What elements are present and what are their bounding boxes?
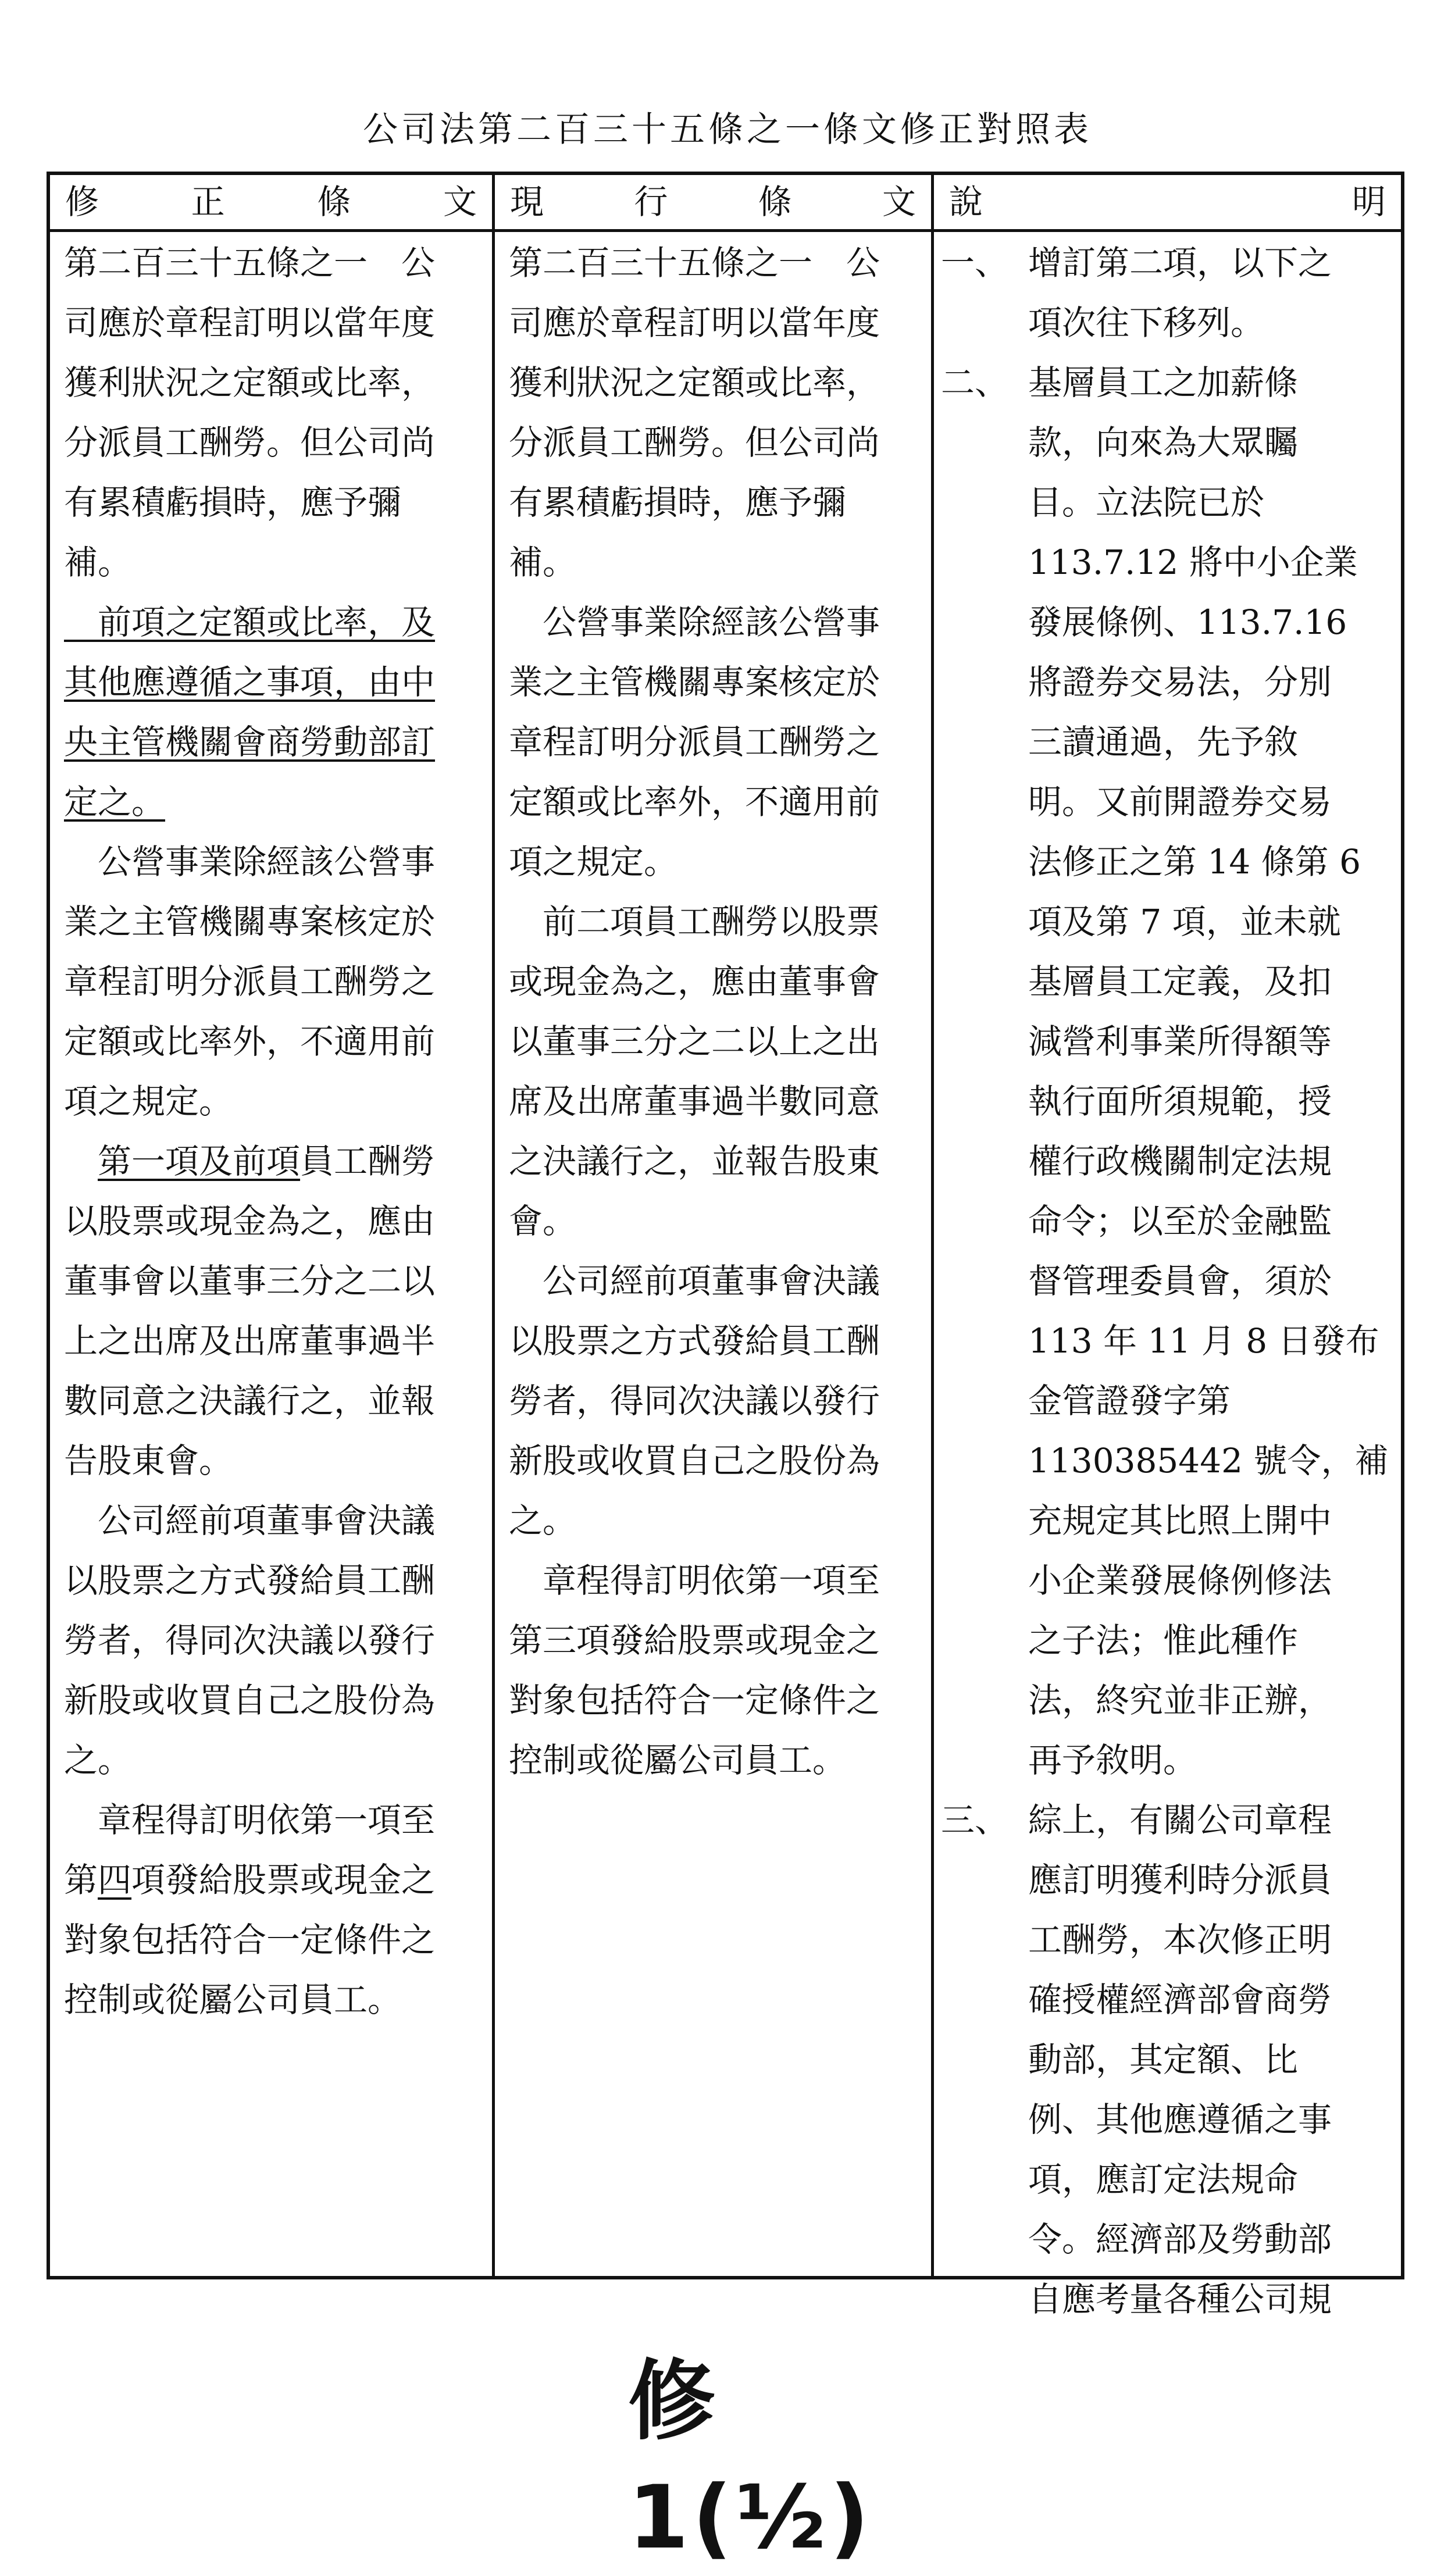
current-text-line: 之決議行之，並報告股東: [509, 1141, 880, 1181]
underlined-addition: 四: [98, 1860, 132, 1900]
current-text-line: 公司經前項董事會決議: [509, 1261, 880, 1301]
amended-text-column: [64, 233, 488, 2030]
current-text-line: 或現金為之，應由董事會: [509, 962, 880, 1001]
item-number: 二、: [941, 363, 1009, 402]
amended-paragraph-1: 第二百三十五條之一 公 司應於章程訂明以當年度 獲利狀況之定額或比率， 分派員工酬勞。但公司尚 有累積虧損時，應予彌 補。: [64, 243, 436, 582]
comparison-table: [47, 172, 1404, 2319]
current-text-line: 席及出席董事過半數同意: [509, 1082, 880, 1121]
current-text-line: 第三項發給股票或現金之: [509, 1621, 880, 1660]
current-text-line: 項之規定。: [509, 842, 678, 882]
current-text-line: 有累積虧損時，應予彌: [509, 483, 847, 522]
current-text-line: 補。: [509, 543, 577, 582]
current-text-line: 業之主管機關專案核定於: [509, 662, 880, 702]
current-text-line: 定額或比率外，不適用前: [509, 782, 880, 822]
current-text-column: [509, 233, 928, 1790]
current-text-line: 第二百三十五條之一 公: [509, 243, 880, 283]
explanation-item-3: 三、 綜上，有關公司章程 應訂明獲利時分派員 工酬勞，本次修正明 確授權經濟部會商勞 動部，其定額、比 例、其他應遵循之事 項，應訂定法規命 令。經濟部及勞動部 自應考量各種公司規: [941, 1790, 1400, 2329]
amended-paragraph-2-new: [64, 593, 488, 832]
underlined-addition: 央主管機關會商勞動部訂: [64, 722, 436, 762]
current-text-line: 公營事業除經該公營事: [509, 602, 880, 642]
column-divider: [931, 175, 934, 2276]
current-text-line: 以股票之方式發給員工酬: [509, 1321, 880, 1361]
current-text-line: 章程得訂明依第一項至: [509, 1561, 880, 1600]
explanation-item-1: 一、 增訂第二項，以下之 項次往下移列。: [941, 233, 1400, 353]
current-text-line: 控制或從屬公司員工。: [509, 1740, 847, 1780]
column-divider: [492, 175, 495, 2276]
current-text-line: 司應於章程訂明以當年度: [509, 303, 880, 342]
amended-paragraph-3: 公營事業除經該公營事 業之主管機關專案核定於 章程訂明分派員工酬勞之 定額或比率外，不適用前 項之規定。: [64, 842, 436, 1121]
header-amended: 修 正 條 文: [65, 182, 477, 222]
header-explanation: 說 明: [949, 182, 1386, 222]
current-text-line: 對象包括符合一定條件之: [509, 1681, 880, 1720]
current-text-line: 章程訂明分派員工酬勞之: [509, 722, 880, 762]
amended-paragraph-6: 章程得訂明依第一項至 第四項發給股票或現金之 對象包括符合一定條件之 控制或從屬公司員工。: [64, 1800, 436, 2020]
underlined-addition: 其他應遵循之事項，由中: [64, 662, 436, 702]
header-current: 現 行 條 文: [510, 182, 916, 222]
underlined-addition: 定之。: [64, 782, 166, 822]
item-number: 一、: [941, 243, 1009, 283]
document-title: 公司法第二百三十五條之一條文修正對照表: [363, 109, 1092, 150]
current-text-line: 之。: [509, 1501, 577, 1540]
explanation-item-2: 二、 基層員工之加薪條 款，向來為大眾矚 目。立法院已於 113.7.12 將中小企業 發展條例、113.7.16 將證券交易法，分別 三讀通過，先予敘 明。又前開證券交易 法修正之第 14 條第 6 項及第 7 項，並未就 基層員工定義，及扣 減營利事業所得額等 執行面所須規範，授 權行政機關制定法規 命令；以至於金融監 督管理委員會，須於 113 年 11 月 8 日發布 金管證發字第 1130385442 號令，補 充規定其比照上開中 小企業發展條例修法 之子法；惟此種作 法，終究並非正辦， 再予敘明。: [941, 353, 1400, 1790]
header-divider: [50, 229, 1401, 232]
item-number: 三、: [941, 1800, 1009, 1840]
current-text-line: 獲利狀況之定額或比率，: [509, 363, 880, 402]
handwritten-page-mark: 修1(½): [628, 2351, 873, 2568]
current-text-line: 新股或收買自己之股份為: [509, 1441, 880, 1480]
current-text-line: 會。: [509, 1201, 577, 1241]
current-text-line: 以董事三分之二以上之出: [509, 1022, 880, 1061]
current-text-line: 分派員工酬勞。但公司尚: [509, 423, 880, 462]
explanation-column: [941, 233, 1400, 2329]
current-text-line: 前二項員工酬勞以股票: [509, 902, 880, 941]
amended-paragraph-4: 第一項及前項員工酬勞 以股票或現金為之，應由 董事會以董事三分之二以 上之出席及出席董事過半 數同意之決議行之，並報 告股東會。: [64, 1141, 436, 1480]
amended-paragraph-5: 公司經前項董事會決議 以股票之方式發給員工酬 勞者，得同次決議以發行 新股或收買自己之股份為 之。: [64, 1501, 436, 1780]
current-text-line: 勞者，得同次決議以發行: [509, 1381, 880, 1421]
underlined-addition: 前項之定額或比率，及: [64, 602, 436, 642]
underlined-addition: 第一項及前項: [98, 1141, 301, 1181]
